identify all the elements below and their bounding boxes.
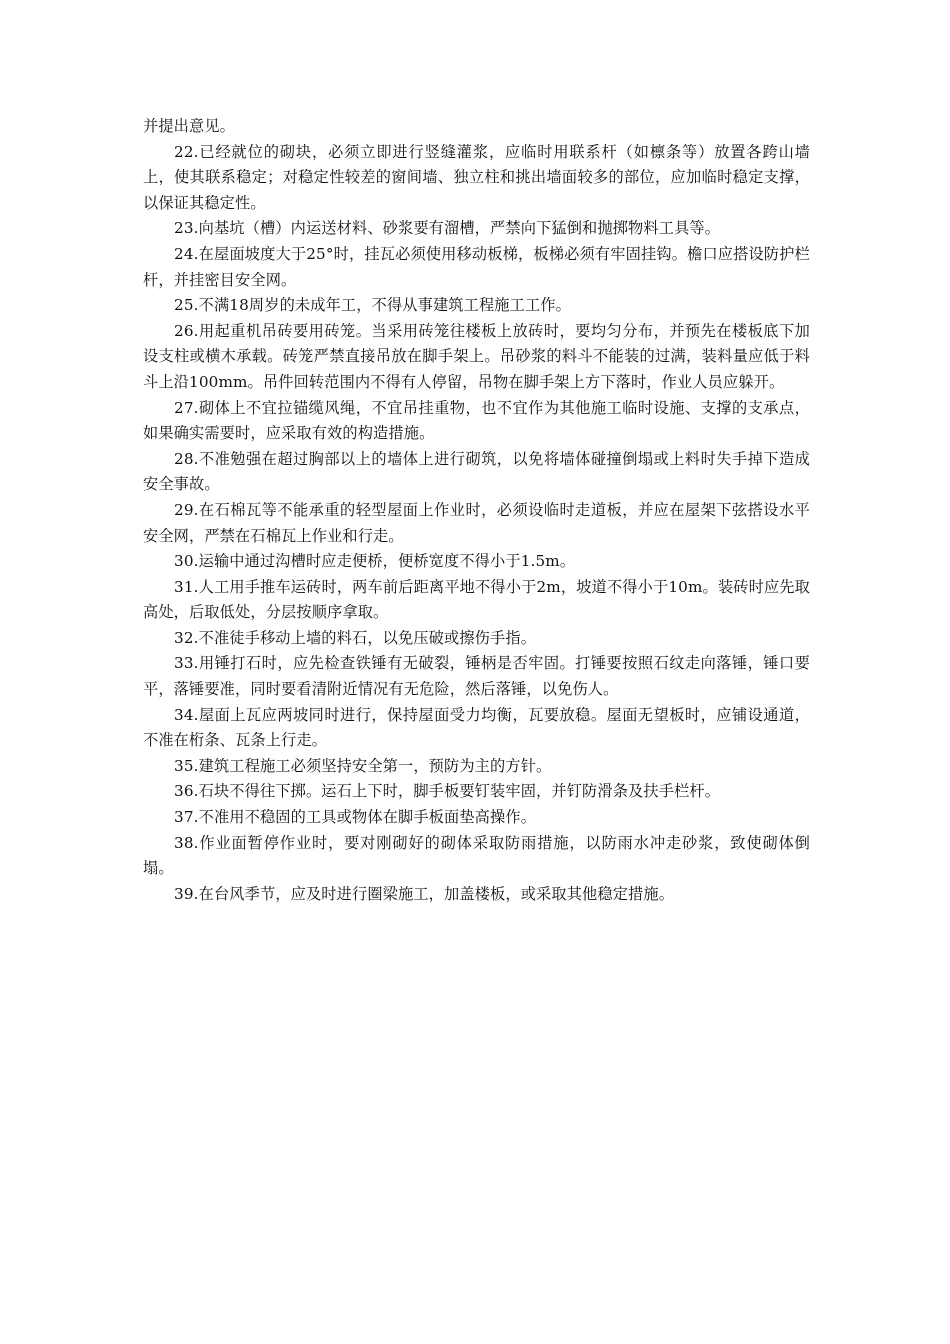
document-body (143, 114, 810, 907)
rule-item-22: 22.已经就位的砌块，必须立即进行竖缝灌浆，应临时用联系杆（如檩条等）放置各跨山墙上，使其联系稳定；对稳定性较差的窗间墙、独立柱和挑出墙面较多的部位，应加临时稳定支撑，以保证其稳定性。 (143, 142, 810, 212)
rule-item-31: 31.人工用手推车运砖时，两车前后距离平地不得小于2m，坡道不得小于10m。装砖时应先取高处，后取低处，分层按顺序拿取。 (143, 577, 810, 622)
rule-item-28: 28.不准勉强在超过胸部以上的墙体上进行砌筑，以免将墙体碰撞倒塌或上料时失手掉下造成安全事故。 (143, 449, 810, 494)
rule-item-35: 35.建筑工程施工必须坚持安全第一，预防为主的方针。 (174, 756, 552, 775)
rule-item-36: 36.石块不得往下掷。运石上下时，脚手板要钉装牢固，并钉防滑条及扶手栏杆。 (174, 782, 721, 801)
rule-item-39: 39.在台风季节，应及时进行圈梁施工，加盖楼板，或采取其他稳定措施。 (174, 884, 675, 903)
rule-item-27: 27.砌体上不宜拉锚缆风绳，不宜吊挂重物，也不宜作为其他施工临时设施、支撑的支承点，如果确实需要时，应采取有效的构造措施。 (143, 398, 810, 443)
rule-item-32: 32.不准徒手移动上墙的料石，以免压破或擦伤手指。 (174, 628, 537, 647)
rule-item-24: 24.在屋面坡度大于25°时，挂瓦必须使用移动板梯，板梯必须有牢固挂钩。檐口应搭设防护栏杆，并挂密目安全网。 (143, 244, 810, 289)
lead-paragraph: 并提出意见。 (143, 117, 236, 135)
rule-item-34: 34.屋面上瓦应两坡同时进行，保持屋面受力均衡，瓦要放稳。屋面无望板时，应铺设通道，不准在桁条、瓦条上行走。 (143, 705, 810, 750)
rule-item-38: 38.作业面暂停作业时，要对刚砌好的砌体采取防雨措施，以防雨水冲走砂浆，致使砌体倒塌。 (143, 833, 810, 878)
rule-item-23: 23.向基坑（槽）内运送材料、砂浆要有溜槽，严禁向下猛倒和抛掷物料工具等。 (174, 219, 721, 238)
rule-item-33: 33.用锤打石时，应先检查铁锤有无破裂，锤柄是否牢固。打锤要按照石纹走向落锤，锤口要平，落锤要准，同时要看清附近情况有无危险，然后落锤，以免伤人。 (143, 654, 810, 699)
rule-item-25: 25.不满18周岁的未成年工，不得从事建筑工程施工工作。 (174, 296, 571, 315)
rule-item-26: 26.用起重机吊砖要用砖笼。当采用砖笼往楼板上放砖时，要均匀分布，并预先在楼板底下加设支柱或横木承载。砖笼严禁直接吊放在脚手架上。吊砂浆的料斗不能装的过满，装料量应低于料斗上沿100mm。吊件回转范围内不得有人停留，吊物在脚手架上方下落时，作业人员应躲开。 (143, 321, 810, 391)
rule-item-30: 30.运输中通过沟槽时应走便桥，便桥宽度不得小于1.5m。 (174, 552, 576, 571)
rule-item-37: 37.不准用不稳固的工具或物体在脚手板面垫高操作。 (174, 808, 537, 827)
rule-item-29: 29.在石棉瓦等不能承重的轻型屋面上作业时，必须设临时走道板，并应在屋架下弦搭设水平安全网，严禁在石棉瓦上作业和行走。 (143, 500, 810, 545)
